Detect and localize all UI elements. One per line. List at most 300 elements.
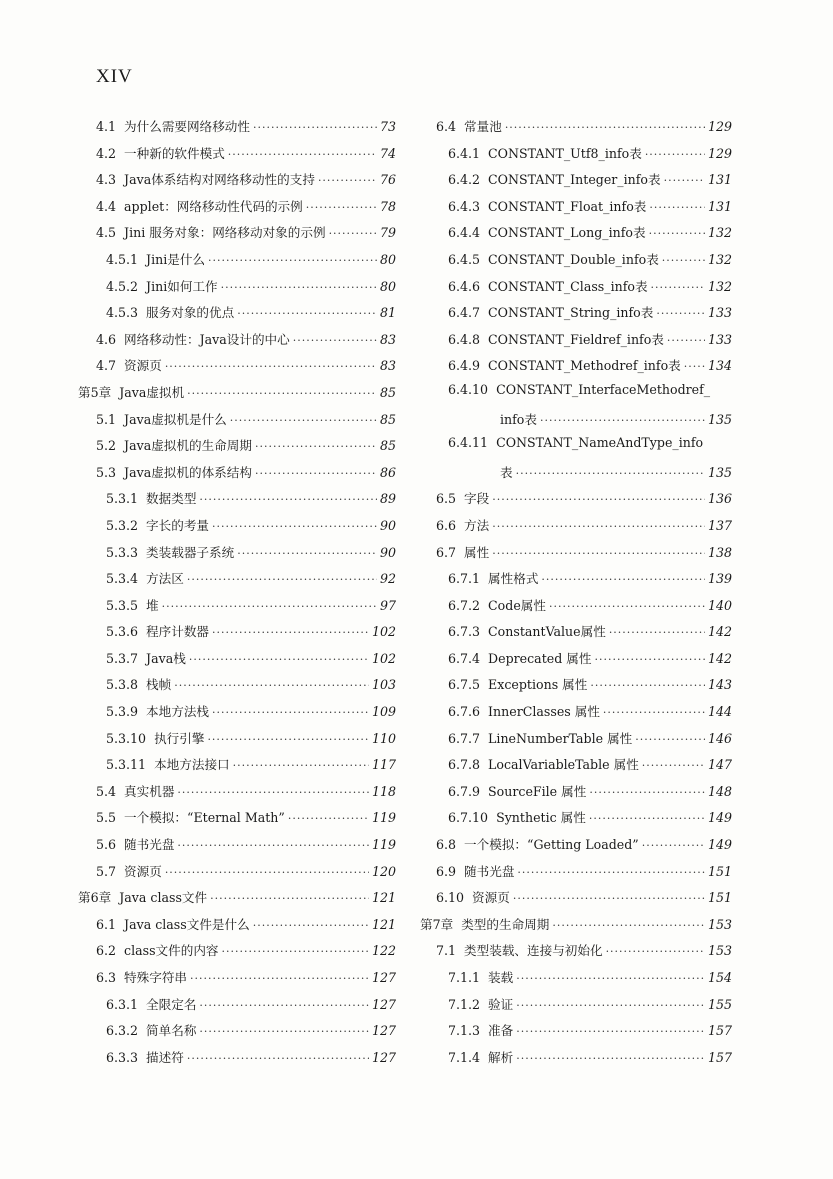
toc-entry-number: 5.3.7 <box>106 650 139 666</box>
toc-entry-page: 80 <box>379 278 396 294</box>
dot-leader <box>590 679 705 692</box>
dot-leader <box>667 334 705 347</box>
toc-entry-page: 83 <box>379 358 396 374</box>
dot-leader <box>684 360 705 373</box>
toc-entry-number: 5.3.6 <box>106 624 139 640</box>
dot-leader <box>288 812 369 825</box>
toc-entry-title: Jini 服务对象：网络移动对象的示例 <box>124 225 326 241</box>
toc-entry-page: 148 <box>707 783 732 799</box>
toc-entry-page: 118 <box>371 783 396 799</box>
toc-entry[interactable] <box>420 994 732 1021</box>
toc-entry-title: Java虚拟机是什么 <box>124 411 227 427</box>
toc-entry-title: 全限定名 <box>146 996 197 1012</box>
dot-leader <box>594 653 704 666</box>
dot-leader <box>174 679 369 692</box>
toc-entry-page: 140 <box>707 597 732 613</box>
dot-leader <box>212 626 369 639</box>
toc-right-column <box>420 116 732 1073</box>
dot-leader <box>162 600 377 613</box>
toc-entry-page: 74 <box>379 145 396 161</box>
toc-entry-title: Jini如何工作 <box>146 278 218 294</box>
dot-leader <box>589 812 705 825</box>
toc-entry-page: 81 <box>379 305 396 321</box>
dot-leader <box>221 281 377 294</box>
toc-entry-page: 153 <box>707 916 732 932</box>
toc-entry-page: 127 <box>371 970 396 985</box>
toc-entry[interactable] <box>78 222 396 249</box>
toc-entry-number: 6.7.9 <box>448 783 481 799</box>
dot-leader <box>516 972 705 985</box>
toc-entry-number: 4.5.1 <box>106 251 139 267</box>
toc-entry-number: 5.6 <box>96 837 117 853</box>
dot-leader <box>228 148 377 161</box>
toc-entry-number: 5.3.2 <box>106 517 139 533</box>
toc-entry[interactable] <box>78 568 396 595</box>
toc-entry-number: 6.4.6 <box>448 278 481 294</box>
toc-entry-title: 装载 <box>488 970 514 985</box>
toc-entry-number: 6.7.6 <box>448 704 481 720</box>
toc-entry[interactable] <box>78 276 396 303</box>
toc-entry[interactable] <box>420 621 732 648</box>
dot-leader <box>492 520 705 533</box>
toc-entry-page: 149 <box>707 837 732 853</box>
toc-entry[interactable] <box>78 169 396 196</box>
toc-entry-page: 132 <box>707 225 732 241</box>
toc-entry-line <box>448 435 732 462</box>
toc-entry[interactable] <box>420 1020 732 1047</box>
toc-entry-page: 90 <box>379 544 396 560</box>
toc-entry-title: Code属性 <box>488 597 546 613</box>
toc-entry-title: Java虚拟机的体系结构 <box>124 464 252 480</box>
toc-entry-title: CONSTANT_NameAndType_info <box>496 435 704 451</box>
dot-leader <box>606 945 705 958</box>
dot-leader <box>609 626 705 639</box>
toc-entry-number: 6.10 <box>436 890 465 906</box>
toc-entry-title: Exceptions 属性 <box>488 677 588 693</box>
toc-entry-title: CONSTANT_InterfaceMethodref_ <box>496 381 711 397</box>
toc-entry-number: 6.2 <box>96 943 117 959</box>
dot-leader <box>306 201 377 214</box>
toc-entry-page: 92 <box>379 571 396 587</box>
dot-leader <box>649 227 705 240</box>
toc-entry-title: Java体系结构对网络移动性的支持 <box>124 172 315 188</box>
toc-entry[interactable] <box>78 701 396 728</box>
toc-entry-title: applet：网络移动性代码的示例 <box>124 198 303 214</box>
toc-entry-page: 83 <box>379 331 396 347</box>
toc-entry[interactable] <box>78 781 396 808</box>
toc-entry-title: 随书光盘 <box>124 837 175 853</box>
toc-entry[interactable] <box>78 1047 396 1074</box>
toc-entry-number: 4.1 <box>96 119 117 134</box>
toc-entry-number: 7.1.4 <box>448 1049 481 1065</box>
toc-entry[interactable] <box>78 967 396 994</box>
toc-entry-title: ConstantValue属性 <box>488 624 606 640</box>
toc-entry-page: 144 <box>707 704 732 720</box>
dot-leader <box>212 706 369 719</box>
dot-leader <box>210 892 369 905</box>
toc-entry-title: 方法 <box>464 517 490 533</box>
toc-entry-title: 类型的生命周期 <box>461 916 550 932</box>
toc-entry-page: 127 <box>371 1049 396 1065</box>
dot-leader <box>222 945 369 958</box>
dot-leader <box>199 1025 369 1038</box>
toc-entry[interactable] <box>420 861 732 888</box>
toc-entry-page: 133 <box>707 305 732 321</box>
toc-entry-page: 132 <box>707 251 732 267</box>
toc-entry[interactable] <box>420 807 732 834</box>
toc-entry-title: 本地方法接口 <box>154 757 230 773</box>
toc-entry[interactable] <box>420 276 732 303</box>
dot-leader <box>253 121 377 134</box>
toc-chapter-entry[interactable] <box>420 914 732 941</box>
toc-entry-page: 110 <box>371 730 396 746</box>
toc-entry-number: 6.6 <box>436 517 457 533</box>
toc-entry-number: 6.8 <box>436 837 457 853</box>
toc-entry[interactable] <box>420 169 732 196</box>
toc-entry-line <box>448 409 732 436</box>
toc-entry-line <box>448 382 732 409</box>
toc-entry-title: 资源页 <box>124 358 162 374</box>
toc-entry-title: 服务对象的优点 <box>146 305 235 321</box>
dot-leader <box>255 467 377 480</box>
toc-entry-page: 117 <box>371 757 396 773</box>
toc-entry[interactable] <box>78 807 396 834</box>
toc-entry-page: 147 <box>707 757 732 773</box>
toc-entry[interactable] <box>420 515 732 542</box>
toc-entry-page: 121 <box>371 890 396 906</box>
toc-entry-title: Synthetic 属性 <box>496 810 586 826</box>
toc-entry-title: CONSTANT_Fieldref_info表 <box>488 331 664 347</box>
toc-entry-page: 85 <box>379 411 396 427</box>
toc-entry-number: 第6章 <box>78 890 112 906</box>
toc-entry-page: 85 <box>379 438 396 454</box>
toc-entry-number: 4.4 <box>96 198 117 214</box>
toc-entry-title: Java class文件 <box>119 890 208 906</box>
toc-entry-number: 6.4.7 <box>448 305 481 321</box>
toc-entry-page: 122 <box>371 943 396 959</box>
toc-entry-page: 143 <box>707 677 732 693</box>
toc-entry-number: 第7章 <box>420 916 454 932</box>
toc-entry-number: 6.4.5 <box>448 251 481 267</box>
toc-entry-page: 85 <box>379 384 396 400</box>
toc-entry-page: 89 <box>379 491 396 507</box>
toc-entry-page: 79 <box>379 225 396 241</box>
toc-entry-page: 119 <box>371 810 396 826</box>
toc-entry-title: 为什么需要网络移动性 <box>124 119 250 134</box>
toc-entry-page: 97 <box>379 597 396 613</box>
toc-left-column <box>78 116 396 1073</box>
toc-entry[interactable] <box>420 940 732 967</box>
toc-entry[interactable] <box>420 967 732 994</box>
dot-leader <box>177 839 369 852</box>
toc-entry-page: 127 <box>371 996 396 1012</box>
toc-entry-page: 109 <box>371 704 396 720</box>
toc-entry-number: 6.3.2 <box>106 1023 139 1039</box>
toc-entry-title: 描述符 <box>146 1049 184 1065</box>
toc-entry-title: 程序计数器 <box>146 624 210 640</box>
toc-entry-title: 类型装载、连接与初始化 <box>464 943 603 959</box>
dot-leader <box>329 227 377 240</box>
toc-entry-title: 方法区 <box>146 571 184 587</box>
toc-entry-title: 特殊字符串 <box>124 970 187 985</box>
dot-leader <box>517 866 705 879</box>
dot-leader <box>237 547 377 560</box>
toc-entry-page: 136 <box>707 491 732 507</box>
toc-entry-page: 86 <box>379 464 396 480</box>
toc-entry-number: 7.1.2 <box>448 996 481 1012</box>
toc-entry-number: 第5章 <box>78 384 112 400</box>
toc-entry[interactable] <box>420 382 732 435</box>
toc-entry-number: 6.4.2 <box>448 172 481 188</box>
dot-leader <box>492 493 705 506</box>
toc-entry[interactable] <box>78 728 396 755</box>
toc-entry-title: SourceFile 属性 <box>488 783 587 799</box>
toc-entry-page: 138 <box>707 544 732 560</box>
toc-entry[interactable] <box>420 143 732 170</box>
dot-leader <box>513 892 705 905</box>
toc-entry-page: 142 <box>707 624 732 640</box>
toc-entry-title: CONSTANT_Methodref_info表 <box>488 358 681 374</box>
toc-entry[interactable] <box>420 329 732 356</box>
toc-entry[interactable] <box>78 435 396 462</box>
toc-entry[interactable] <box>78 834 396 861</box>
toc-entry-title: 属性 <box>464 544 490 560</box>
toc-chapter-entry[interactable] <box>78 887 396 914</box>
toc-entry[interactable] <box>78 355 396 382</box>
dot-leader <box>603 706 705 719</box>
toc-entry-number: 6.7.1 <box>448 571 481 587</box>
toc-entry-number: 6.4.3 <box>448 198 481 214</box>
toc-entry-number: 5.3.9 <box>106 704 139 720</box>
dot-leader <box>541 573 705 586</box>
toc-entry[interactable] <box>420 355 732 382</box>
toc-entry-page: 157 <box>707 1049 732 1065</box>
toc-entry-number: 6.3 <box>96 970 117 985</box>
toc-entry-title: 资源页 <box>124 863 162 879</box>
toc-entry-page: 80 <box>379 251 396 267</box>
toc-entry-page: 102 <box>371 650 396 666</box>
toc-entry-page: 137 <box>707 517 732 533</box>
dot-leader <box>233 759 369 772</box>
dot-leader <box>207 733 369 746</box>
toc-entry[interactable] <box>78 674 396 701</box>
toc-entry-number: 6.7.3 <box>448 624 481 640</box>
toc-entry-title: class文件的内容 <box>124 943 219 959</box>
toc-entry[interactable] <box>78 648 396 675</box>
dot-leader <box>165 866 369 879</box>
dot-leader <box>516 1025 705 1038</box>
toc-entry-number: 5.3.1 <box>106 491 139 507</box>
dot-leader <box>645 148 705 161</box>
toc-entry-page: 154 <box>707 970 732 985</box>
toc-entry-number: 4.3 <box>96 172 117 188</box>
toc-entry-title: 字段 <box>464 491 490 507</box>
toc-entry-number: 6.4.8 <box>448 331 481 347</box>
toc-entry[interactable] <box>78 621 396 648</box>
dot-leader <box>208 254 377 267</box>
toc-entry-number: 6.4.9 <box>448 358 481 374</box>
toc-entry[interactable] <box>420 249 732 276</box>
dot-leader <box>199 999 369 1012</box>
toc-entry[interactable] <box>78 488 396 515</box>
toc-entry-number: 6.7.5 <box>448 677 481 693</box>
toc-entry-page: 134 <box>707 358 732 374</box>
toc-entry[interactable] <box>78 595 396 622</box>
toc-entry-page: 149 <box>707 810 732 826</box>
toc-entry[interactable] <box>78 196 396 223</box>
toc-entry-title: CONSTANT_Double_info表 <box>488 251 659 267</box>
toc-entry[interactable] <box>78 940 396 967</box>
toc-chapter-entry[interactable] <box>78 382 396 409</box>
toc-entry[interactable] <box>78 302 396 329</box>
toc-entry-number: 6.4.10 <box>448 381 489 397</box>
toc-entry[interactable] <box>420 435 732 488</box>
toc-entry-number: 5.2 <box>96 438 117 454</box>
toc-entry-title: 简单名称 <box>146 1023 197 1039</box>
toc-entry-title: InnerClasses 属性 <box>488 704 600 720</box>
toc-entry-title: CONSTANT_String_info表 <box>488 305 654 321</box>
toc-entry-number: 4.5 <box>96 225 117 241</box>
toc-entry-page: 139 <box>707 571 732 587</box>
dot-leader <box>505 121 705 134</box>
toc-entry[interactable] <box>420 542 732 569</box>
toc-entry-title: 一个模拟：“Getting Loaded” <box>464 837 639 853</box>
toc-entry-page: 135 <box>707 464 732 480</box>
toc-entry[interactable] <box>78 116 396 143</box>
toc-entry[interactable] <box>78 329 396 356</box>
toc-entry-title: Java class文件是什么 <box>124 916 250 932</box>
dot-leader <box>589 786 705 799</box>
toc-entry[interactable] <box>78 1020 396 1047</box>
toc-entry-page: 120 <box>371 863 396 879</box>
toc-entry-number: 5.3.5 <box>106 597 139 613</box>
dot-leader <box>662 254 705 267</box>
dot-leader <box>649 201 705 214</box>
toc-entry[interactable] <box>420 887 732 914</box>
toc-entry[interactable] <box>420 648 732 675</box>
toc-entry[interactable] <box>420 834 732 861</box>
toc-entry-title-continued: info表 <box>500 411 537 427</box>
toc-entry-title: LocalVariableTable 属性 <box>488 757 639 773</box>
toc-entry-title: 一种新的软件模式 <box>124 145 225 161</box>
toc-entry-number: 6.4.4 <box>448 225 481 241</box>
toc-entry[interactable] <box>420 1047 732 1074</box>
toc-entry-number: 5.3.10 <box>106 730 147 746</box>
dot-leader <box>237 307 377 320</box>
page-number-header: XIV <box>96 66 133 87</box>
toc-entry-title: CONSTANT_Float_info表 <box>488 198 647 214</box>
toc-entry-page: 153 <box>707 943 732 959</box>
toc-entry[interactable] <box>78 861 396 888</box>
toc-entry[interactable] <box>78 249 396 276</box>
toc-entry[interactable] <box>420 302 732 329</box>
dot-leader <box>187 387 377 400</box>
toc-entry[interactable] <box>420 701 732 728</box>
toc-entry-title: Java栈 <box>146 650 186 666</box>
toc-entry[interactable] <box>420 595 732 622</box>
dot-leader <box>651 281 705 294</box>
dot-leader <box>492 547 705 560</box>
toc-entry-title: CONSTANT_Class_info表 <box>488 278 648 294</box>
toc-entry[interactable] <box>420 674 732 701</box>
toc-entry[interactable] <box>78 914 396 941</box>
toc-entry-title: 类装载器子系统 <box>146 544 235 560</box>
toc-entry[interactable] <box>420 781 732 808</box>
toc-entry-number: 6.1 <box>96 916 117 932</box>
toc-entry[interactable] <box>420 196 732 223</box>
toc-entry-title: 栈帧 <box>146 677 172 693</box>
toc-entry-number: 6.4.1 <box>448 145 481 161</box>
dot-leader <box>642 839 705 852</box>
toc-entry[interactable] <box>420 568 732 595</box>
toc-entry[interactable] <box>78 542 396 569</box>
toc-entry-number: 6.3.3 <box>106 1049 139 1065</box>
toc-entry[interactable] <box>78 994 396 1021</box>
dot-leader <box>187 1052 369 1065</box>
toc-entry[interactable] <box>78 143 396 170</box>
toc-entry[interactable] <box>420 116 732 143</box>
toc-entry[interactable] <box>78 409 396 436</box>
toc-entry-number: 6.7.8 <box>448 757 481 773</box>
toc-entry-title: 资源页 <box>472 890 510 906</box>
toc-entry-title: 一个模拟：“Eternal Math” <box>124 810 285 826</box>
dot-leader <box>516 467 705 480</box>
toc-entry-page: 132 <box>707 278 732 294</box>
dot-leader <box>189 653 369 666</box>
toc-entry-page: 151 <box>707 890 732 906</box>
toc-entry-title: 常量池 <box>464 119 502 134</box>
toc-entry-page: 155 <box>707 996 732 1012</box>
toc-entry-page: 133 <box>707 331 732 347</box>
toc-entry[interactable] <box>78 754 396 781</box>
toc-entry-title: 网络移动性：Java设计的中心 <box>124 331 290 347</box>
toc-entry-page: 90 <box>379 517 396 533</box>
dot-leader <box>293 334 377 347</box>
toc-entry[interactable] <box>78 515 396 542</box>
toc-entry-title: CONSTANT_Utf8_info表 <box>488 145 642 161</box>
toc-entry-number: 6.7.4 <box>448 650 481 666</box>
toc-entry[interactable] <box>420 222 732 249</box>
dot-leader <box>516 999 705 1012</box>
toc-entry-number: 4.5.2 <box>106 278 139 294</box>
toc-entry-number: 5.3.4 <box>106 571 139 587</box>
toc-entry-page: 121 <box>371 916 396 932</box>
toc-entry-number: 5.3.11 <box>106 757 147 773</box>
toc-entry-title: 数据类型 <box>146 491 197 507</box>
toc-entry-title-continued: 表 <box>500 464 513 480</box>
toc-entry-number: 5.4 <box>96 783 117 799</box>
toc-entry-line <box>448 462 732 489</box>
toc-entry-title: CONSTANT_Integer_info表 <box>488 172 661 188</box>
toc-entry-page: 76 <box>379 172 396 188</box>
toc-entry-page: 129 <box>707 145 732 161</box>
toc-entry[interactable] <box>420 488 732 515</box>
toc-entry[interactable] <box>420 754 732 781</box>
toc-entry-number: 5.5 <box>96 810 117 826</box>
toc-entry-number: 6.4 <box>436 119 457 134</box>
toc-entry[interactable] <box>420 728 732 755</box>
toc-entry-title: Java虚拟机的生命周期 <box>124 438 252 454</box>
toc-entry-number: 6.7.2 <box>448 597 481 613</box>
toc-entry-page: 102 <box>371 624 396 640</box>
toc-entry-number: 5.1 <box>96 411 117 427</box>
toc-entry[interactable] <box>78 462 396 489</box>
toc-entry-title: 随书光盘 <box>464 863 515 879</box>
dot-leader <box>642 759 705 772</box>
toc-entry-page: 127 <box>371 1023 396 1039</box>
toc-entry-number: 6.4.11 <box>448 435 489 451</box>
toc-entry-number: 4.6 <box>96 331 117 347</box>
